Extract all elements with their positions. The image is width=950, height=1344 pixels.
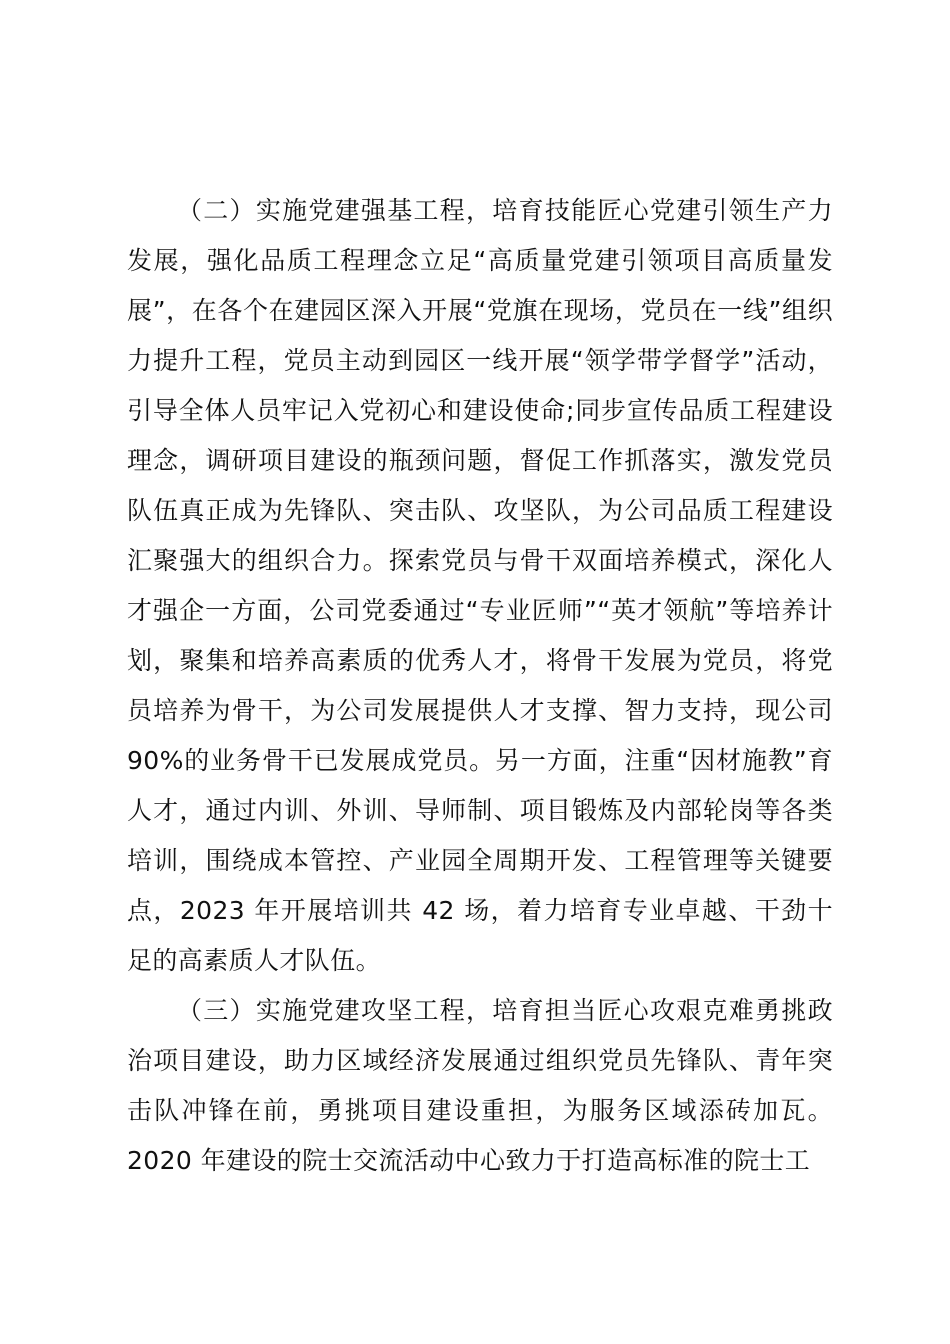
body-text [127, 186, 833, 1186]
paragraph-section-two: （二）实施党建强基工程，培育技能匠心党建引领生产力发展，强化品质工程理念立足“高质量党建引领项目高质量发展”，在各个在建园区深入开展“党旗在现场，党员在一线”组织力提升工程，党员主动到园区一线开展“领学带学督学”活动，引导全体人员牢记入党初心和建设使命;同步宣传品质工程建设理念，调研项目建设的瓶颈问题，督促工作抓落实，激发党员队伍真正成为先锋队、突击队、攻坚队，为公司品质工程建设汇聚强大的组织合力。探索党员与骨干双面培养模式，深化人才强企一方面，公司党委通过“专业匠师”“英才领航”等培养计划，聚集和培养高素质的优秀人才，将骨干发展为党员，将党员培养为骨干，为公司发展提供人才支撑、智力支持，现公司 90%的业务骨干已发展成党员。另一方面，注重“因材施教”育人才，通过内训、外训、导师制、项目锻炼及内部轮岗等各类培训，围绕成本管控、产业园全周期开发、工程管理等关键要点，2023 年开展培训共 42 场，着力培育专业卓越、干劲十足的高素质人才队伍。 [127, 196, 833, 975]
paragraph-section-three: （三）实施党建攻坚工程，培育担当匠心攻艰克难勇挑政治项目建设，助力区域经济发展通过组织党员先锋队、青年突击队冲锋在前，勇挑项目建设重担，为服务区域添砖加瓦。2020 年建设的院士交流活动中心致力于打造高标准的院士工 [127, 996, 833, 1175]
